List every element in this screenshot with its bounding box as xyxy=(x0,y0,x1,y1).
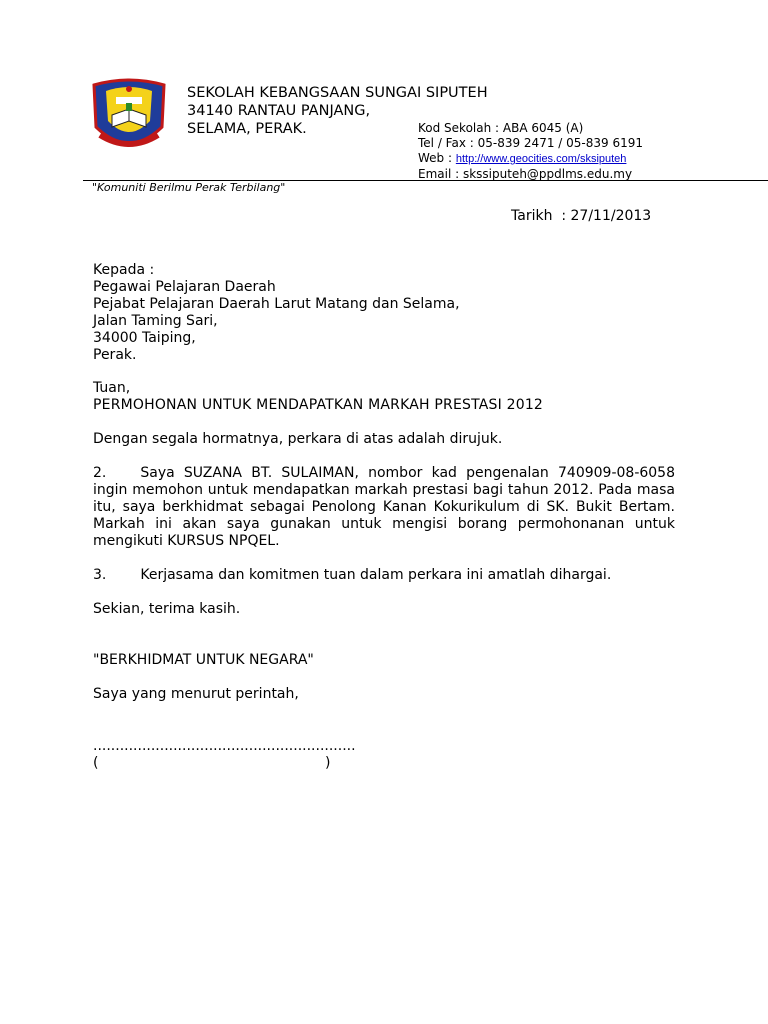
web-line xyxy=(418,151,643,167)
subject-line: PERMOHONAN UNTUK MENDAPATKAN MARKAH PRESTASI 2012 xyxy=(93,397,544,413)
date-value: 27/11/2013 xyxy=(570,208,652,224)
kod-sekolah: Kod Sekolah : ABA 6045 (A) xyxy=(418,121,584,135)
intro-paragraph xyxy=(93,431,502,448)
closing-text: Sekian, terima kasih. xyxy=(93,601,241,617)
intro-text: Dengan segala hormatnya, perkara di atas adalah dirujuk. xyxy=(93,431,503,447)
slogan xyxy=(93,652,314,669)
salutation-block xyxy=(93,380,543,414)
paragraph-3-number: 3. xyxy=(93,567,107,583)
kepada-label: Kepada : xyxy=(93,262,155,278)
address-line-2: SELAMA, PERAK. xyxy=(187,121,307,137)
closing xyxy=(93,601,240,618)
web-link[interactable]: http://www.geocities.com/sksiputeh xyxy=(455,153,627,165)
yours-text: Saya yang menurut perintah, xyxy=(93,686,299,702)
recipient-line-2: Pejabat Pelajaran Daerah Larut Matang dan Selama, xyxy=(93,296,460,312)
recipient-line-3: Jalan Taming Sari, xyxy=(93,313,218,329)
tel-fax: Tel / Fax : 05-839 2471 / 05-839 6191 xyxy=(418,136,643,150)
signature-line: ........................................................... xyxy=(93,738,356,754)
recipient-line-4: 34000 Taiping, xyxy=(93,330,196,346)
email: Email : skssiputeh@ppdlms.edu.my xyxy=(418,167,633,181)
signature-name-open: ( xyxy=(93,755,99,771)
web-label: Web : xyxy=(418,151,456,165)
recipient-line-1: Pegawai Pelajaran Daerah xyxy=(93,279,276,295)
recipient-block xyxy=(93,262,460,364)
school-logo xyxy=(82,77,176,157)
address-line-1: 34140 RANTAU PANJANG, xyxy=(187,103,371,119)
letter-date xyxy=(511,208,651,224)
paragraph-3 xyxy=(93,567,611,584)
yours-faithfully xyxy=(93,686,299,703)
slogan-text: "BERKHIDMAT UNTUK NEGARA" xyxy=(93,652,314,668)
paragraph-2 xyxy=(93,465,675,550)
paragraph-2-number: 2. xyxy=(93,465,107,481)
salutation: Tuan, xyxy=(93,380,131,396)
signature-name-close: ) xyxy=(325,755,331,771)
paragraph-3-text: Kerjasama dan komitmen tuan dalam perkara ini amatlah dihargai. xyxy=(140,567,612,583)
school-name: SEKOLAH KEBANGSAAN SUNGAI SIPUTEH xyxy=(187,85,488,101)
recipient-line-5: Perak. xyxy=(93,347,137,363)
motto: "Komuniti Berilmu Perak Terbilang" xyxy=(92,181,286,194)
contact-info xyxy=(418,121,643,182)
paragraph-2-text: Saya SUZANA BT. SULAIMAN, nombor kad pengenalan 740909-08-6058 ingin memohon untuk mendapatkan markah prestasi bagi tahun 2012. Pada masa itu, saya berkhidmat sebagai Penolong Kanan Kokurikulum di SK. Bukit Bertam. Markah ini akan saya gunakan untuk mengisi borang permohonanan untuk mengikuti KURSUS NPQEL. xyxy=(93,465,675,549)
date-label: Tarikh : xyxy=(511,208,567,224)
